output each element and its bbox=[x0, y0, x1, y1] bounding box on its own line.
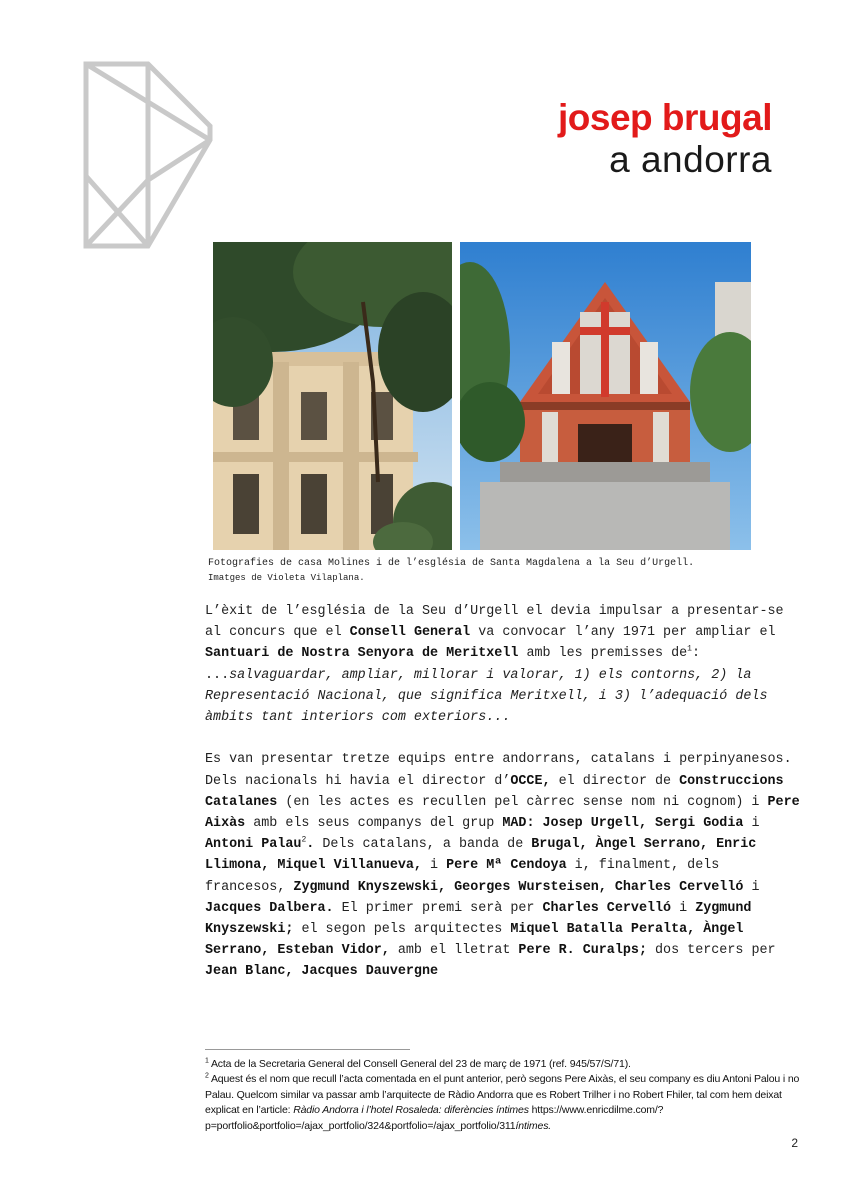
text-run: amb les premisses de bbox=[518, 646, 688, 662]
bold-run: Antoni Palau bbox=[205, 837, 302, 853]
bold-run: Zygmund Knyszewski, Georges Wursteisen, Charles Cervelló bbox=[293, 879, 744, 895]
article-title: Ràdio Andorra i l’hotel Rosaleda: diferències íntimes bbox=[293, 1104, 529, 1117]
bold-run: . bbox=[306, 837, 315, 853]
text-run: dos tercers per bbox=[646, 943, 776, 959]
bold-run: Miquel Batalla Peralta, Àngel Serrano, Esteban Vidor, bbox=[205, 922, 744, 959]
footnote-link[interactable]: https://www.enricdilme.com/?p=portfolio&portfolio=/ajax_portfolio/324&portfolio=/ajax_portfolio/311 bbox=[205, 1104, 664, 1132]
text-run: L’èxit de l’església de la Seu d’Urgell el devia impulsar a presentar-se al concurs que el bbox=[205, 604, 784, 641]
caption-line-1: Fotografies de casa Molines i de l’església de Santa Magdalena a la Seu d’Urgell. bbox=[208, 558, 695, 569]
text-run: : ... bbox=[205, 646, 701, 683]
bold-run: Consell General bbox=[349, 625, 471, 641]
footnote-ref: 2 bbox=[301, 835, 307, 845]
text-run: Dels catalans, a banda de bbox=[314, 837, 532, 853]
text-run: El primer premi serà per bbox=[333, 900, 543, 916]
paragraph-1 bbox=[205, 601, 805, 728]
footnote-ref: 1 bbox=[687, 644, 692, 654]
bold-run: Jean Blanc, Jacques Dauvergne bbox=[205, 964, 439, 980]
footnote-number: 1 bbox=[205, 1057, 209, 1065]
photo-caption bbox=[208, 556, 788, 586]
footnote-text: Aquest és el nom que recull l’acta comentada en el punt anterior, però segons Pere Aixàs, el seu company es diu Antoni Palou i no Palau. Quelcom similar va passar amb l’arquitecte de Ràdio Andorra que es Robert Trilher i no Robert Fhiler, tal com hem deixat explicat en l’article: bbox=[205, 1073, 800, 1117]
logo-icon bbox=[82, 60, 214, 250]
text-run: amb el lletrat bbox=[389, 943, 519, 959]
document-title bbox=[558, 98, 772, 182]
caption-line-2: Imatges de Violeta Vilaplana. bbox=[208, 573, 365, 583]
bold-run: Pere Aixàs bbox=[205, 794, 800, 832]
body-text bbox=[205, 601, 805, 983]
footnote-number: 2 bbox=[205, 1072, 209, 1080]
footnote-separator bbox=[205, 1049, 410, 1050]
paragraph-2 bbox=[205, 749, 805, 982]
text-run: i bbox=[671, 900, 696, 916]
text-run: el director de bbox=[550, 773, 680, 789]
bold-run: Brugal, Àngel Serrano, Enric Llimona, Miquel Villanueva, bbox=[205, 837, 757, 874]
text-run: i bbox=[421, 858, 447, 874]
bold-run: MAD: Josep Urgell, Sergi Godia bbox=[502, 816, 744, 832]
bold-run: Jacques Dalbera. bbox=[205, 900, 334, 916]
italic-quote: salvaguardar, ampliar, millorar i valorar, 1) els contorns, 2) la Representació Nacional, que significa Meritxell, i 3) l’adequació dels àmbits tant interiors com exteriors... bbox=[205, 667, 768, 726]
text-run: i bbox=[743, 879, 760, 895]
bold-run: Santuari de Nostra Senyora de Meritxell bbox=[205, 646, 519, 662]
text-run: va convocar l’any 1971 per ampliar el bbox=[470, 625, 776, 641]
footnotes bbox=[205, 1057, 805, 1134]
text-run: amb els seus companys del grup bbox=[245, 816, 503, 832]
title-main: josep brugal bbox=[558, 97, 772, 138]
footnote-text: Acta de la Secretaria General del Consell General del 23 de març de 1971 (ref. 945/57/S/71). bbox=[208, 1058, 631, 1070]
bold-run: Construccions Catalanes bbox=[205, 773, 784, 810]
text-run: el segon pels arquitectes bbox=[293, 922, 511, 938]
bold-run: Pere R. Curalps; bbox=[518, 943, 647, 959]
text-run: Es van presentar tretze equips entre andorrans, catalans i perpinyanesos. Dels nacionals hi havia el director d’ bbox=[205, 752, 792, 789]
text-run: i, finalment, dels francesos, bbox=[205, 858, 720, 895]
bold-run: OCCE, bbox=[510, 773, 551, 789]
page-number: 2 bbox=[791, 1136, 798, 1150]
bold-run: Pere Mª Cendoya bbox=[446, 858, 567, 874]
text-run: i bbox=[743, 816, 760, 832]
photo-casa-molines bbox=[213, 242, 452, 550]
photo-esglesia-santa-magdalena bbox=[460, 242, 751, 550]
bold-run: Zygmund Knyszewski; bbox=[205, 900, 752, 938]
title-sub: a andorra bbox=[609, 139, 772, 180]
text-run: (en les actes es recullen pel càrrec sense nom ni cognom) i bbox=[277, 794, 768, 810]
footnote-2 bbox=[205, 1072, 805, 1134]
footnote-link-end: íntimes. bbox=[515, 1119, 552, 1132]
bold-run: Charles Cervelló bbox=[542, 900, 672, 916]
footnote-1 bbox=[205, 1057, 805, 1072]
